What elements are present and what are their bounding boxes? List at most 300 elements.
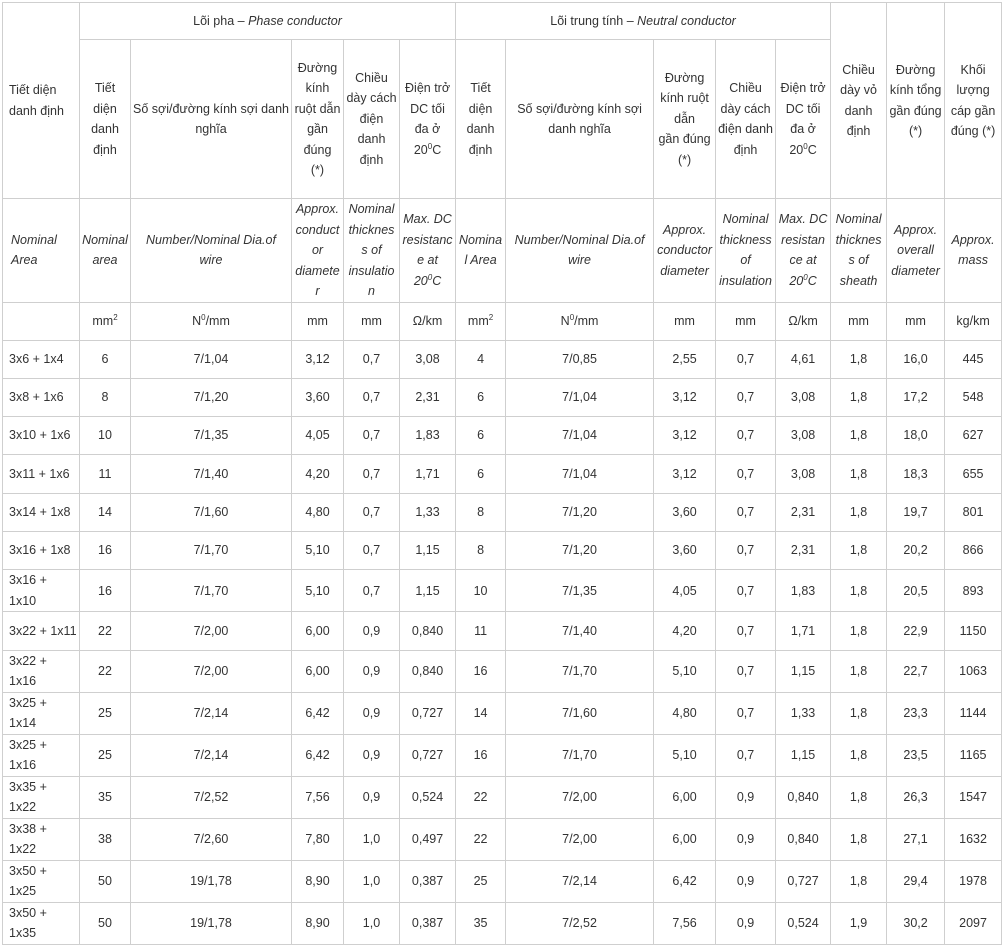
cell-overall: 18,0 — [887, 417, 945, 455]
cell-neutral-res: 4,61 — [776, 340, 831, 378]
unit-phase-area — [80, 302, 131, 340]
cell-neutral-area: 4 — [456, 340, 506, 378]
cell-neutral-area: 11 — [456, 612, 506, 650]
cell-mass: 1150 — [945, 612, 1002, 650]
table-row — [3, 417, 1002, 455]
cell-phase-res: 0,524 — [400, 776, 456, 818]
cell-neutral-res: 0,727 — [776, 860, 831, 902]
cell-phase-wire: 7/2,00 — [131, 650, 292, 692]
cell-phase-ins: 0,7 — [344, 378, 400, 416]
cell-overall: 30,2 — [887, 902, 945, 944]
cell-neutral-ins: 0,7 — [716, 692, 776, 734]
cell-mass: 2097 — [945, 902, 1002, 944]
phase-cond-vi-a: Đường kính ruột dẫn — [294, 60, 341, 116]
cell-phase-area: 38 — [80, 818, 131, 860]
cell-phase-cond: 8,90 — [292, 860, 344, 902]
unit-sheath: mm — [831, 302, 887, 340]
cell-phase-ins: 0,7 — [344, 493, 400, 531]
phase-cond-vi-c: (*) — [310, 163, 325, 177]
cell-neutral-ins: 0,7 — [716, 493, 776, 531]
cell-neutral-area: 22 — [456, 776, 506, 818]
unit-mass: kg/km — [945, 302, 1002, 340]
neutral-cond-vi-a: Đường kính ruột dẫn — [660, 70, 709, 126]
phase-res-vi-b: 20 — [413, 142, 428, 157]
table-data-body — [3, 340, 1002, 944]
cell-neutral-wire: 7/1,20 — [506, 493, 654, 531]
cell-neutral-ins: 0,7 — [716, 455, 776, 493]
cell-neutral-wire: 7/1,04 — [506, 417, 654, 455]
unit-neutral-area — [456, 302, 506, 340]
cell-neutral-res: 2,31 — [776, 493, 831, 531]
cell-neutral-cond: 3,12 — [654, 378, 716, 416]
cell-phase-res: 0,727 — [400, 734, 456, 776]
unit-neutral-cond: mm — [654, 302, 716, 340]
cell-phase-area: 8 — [80, 378, 131, 416]
cell-neutral-area: 8 — [456, 531, 506, 569]
cell-neutral-res: 1,15 — [776, 650, 831, 692]
cell-neutral-area: 6 — [456, 378, 506, 416]
phase-cond-vi — [292, 40, 344, 199]
unit-neutral-area-text: mm — [467, 313, 489, 328]
cell-neutral-area: 22 — [456, 818, 506, 860]
neutral-res-vi-c: C — [807, 142, 817, 157]
cell-phase-res: 3,08 — [400, 340, 456, 378]
phase-area-en: Nominal area — [80, 199, 131, 303]
phase-res-en — [400, 199, 456, 303]
cell-size: 3x35 + 1x22 — [3, 776, 80, 818]
cell-phase-res: 2,31 — [400, 378, 456, 416]
cell-phase-ins: 1,0 — [344, 818, 400, 860]
cell-phase-area: 50 — [80, 902, 131, 944]
cell-phase-ins: 0,9 — [344, 692, 400, 734]
cell-phase-cond: 7,56 — [292, 776, 344, 818]
table-row — [3, 902, 1002, 944]
phase-area-vi: Tiết diện danh định — [80, 40, 131, 199]
cell-phase-res: 1,83 — [400, 417, 456, 455]
cell-phase-res: 1,15 — [400, 570, 456, 612]
cell-neutral-ins: 0,7 — [716, 612, 776, 650]
cell-neutral-area: 6 — [456, 455, 506, 493]
cell-neutral-res: 1,15 — [776, 734, 831, 776]
cell-neutral-wire: 7/1,70 — [506, 734, 654, 776]
cell-neutral-wire: 7/1,04 — [506, 378, 654, 416]
neutral-res-en-a: Max. DC resistance at 20 — [778, 212, 828, 288]
cell-neutral-wire: 7/1,60 — [506, 692, 654, 734]
cell-phase-ins: 0,7 — [344, 455, 400, 493]
cell-phase-res: 0,840 — [400, 650, 456, 692]
cell-phase-wire: 7/2,52 — [131, 776, 292, 818]
cell-phase-res: 1,71 — [400, 455, 456, 493]
cell-neutral-ins: 0,7 — [716, 570, 776, 612]
header-overall-vi: Đường kính tổng gần đúng (*) — [887, 3, 945, 199]
cell-overall: 22,9 — [887, 612, 945, 650]
cell-neutral-cond: 5,10 — [654, 734, 716, 776]
cell-neutral-area: 14 — [456, 692, 506, 734]
cell-neutral-area: 25 — [456, 860, 506, 902]
cell-sheath: 1,8 — [831, 340, 887, 378]
cell-size: 3x6 + 1x4 — [3, 340, 80, 378]
cell-sheath: 1,8 — [831, 860, 887, 902]
cell-neutral-res: 2,31 — [776, 531, 831, 569]
cell-phase-area: 14 — [80, 493, 131, 531]
cell-phase-res: 0,497 — [400, 818, 456, 860]
unit-phase-ins: mm — [344, 302, 400, 340]
cell-mass: 548 — [945, 378, 1002, 416]
unit-phase-cond: mm — [292, 302, 344, 340]
neutral-cond-vi — [654, 40, 716, 199]
header-mass-vi: Khối lượng cáp gần đúng (*) — [945, 3, 1002, 199]
cell-phase-wire: 7/1,70 — [131, 531, 292, 569]
cell-sheath: 1,8 — [831, 493, 887, 531]
cell-neutral-wire: 7/1,35 — [506, 570, 654, 612]
cell-phase-ins: 1,0 — [344, 860, 400, 902]
cell-phase-ins: 1,0 — [344, 902, 400, 944]
table-row — [3, 692, 1002, 734]
cell-neutral-wire: 7/1,04 — [506, 455, 654, 493]
cell-mass: 866 — [945, 531, 1002, 569]
cell-phase-cond: 4,80 — [292, 493, 344, 531]
cell-neutral-wire: 7/0,85 — [506, 340, 654, 378]
cell-phase-cond: 6,42 — [292, 692, 344, 734]
table-row — [3, 455, 1002, 493]
table-row — [3, 570, 1002, 612]
cell-phase-cond: 4,05 — [292, 417, 344, 455]
header-sheath-en: Nominal thickness of sheath — [831, 199, 887, 303]
cell-sheath: 1,8 — [831, 531, 887, 569]
cell-overall: 17,2 — [887, 378, 945, 416]
cell-phase-cond: 5,10 — [292, 531, 344, 569]
cell-phase-ins: 0,9 — [344, 734, 400, 776]
cell-phase-ins: 0,7 — [344, 417, 400, 455]
header-mass-en: Approx. mass — [945, 199, 1002, 303]
cell-neutral-ins: 0,9 — [716, 776, 776, 818]
cell-neutral-wire: 7/2,00 — [506, 776, 654, 818]
unit-phase-area-sup: 2 — [113, 312, 118, 322]
cell-neutral-cond: 4,20 — [654, 612, 716, 650]
cell-phase-res: 0,727 — [400, 692, 456, 734]
cell-phase-area: 10 — [80, 417, 131, 455]
cell-neutral-area: 16 — [456, 650, 506, 692]
header-phase-en: Phase conductor — [248, 13, 342, 28]
header-phase-conductor — [80, 3, 456, 40]
cell-sheath: 1,8 — [831, 378, 887, 416]
cell-neutral-area: 10 — [456, 570, 506, 612]
cell-mass: 801 — [945, 493, 1002, 531]
cell-neutral-res: 1,71 — [776, 612, 831, 650]
cell-neutral-wire: 7/2,52 — [506, 902, 654, 944]
cell-size: 3x50 + 1x25 — [3, 860, 80, 902]
cell-neutral-area: 35 — [456, 902, 506, 944]
cell-overall: 23,3 — [887, 692, 945, 734]
cell-phase-cond: 7,80 — [292, 818, 344, 860]
cell-mass: 627 — [945, 417, 1002, 455]
phase-ins-en: Nominal thickness of insulation — [344, 199, 400, 303]
phase-res-en-a: Max. DC resistance at 20 — [402, 212, 453, 288]
unit-overall: mm — [887, 302, 945, 340]
cell-phase-ins: 0,9 — [344, 776, 400, 818]
table-row — [3, 734, 1002, 776]
cell-sheath: 1,8 — [831, 818, 887, 860]
neutral-cond-vi-b: gần đúng — [658, 132, 711, 147]
cell-phase-cond: 8,90 — [292, 902, 344, 944]
cell-size: 3x25 + 1x16 — [3, 734, 80, 776]
cell-neutral-cond: 6,00 — [654, 776, 716, 818]
cell-neutral-ins: 0,9 — [716, 818, 776, 860]
cell-overall: 22,7 — [887, 650, 945, 692]
neutral-wire-vi: Số sợi/đường kính sợi danh nghĩa — [506, 40, 654, 199]
cell-phase-wire: 19/1,78 — [131, 902, 292, 944]
phase-res-vi-a: Điện trở DC tối đa ở — [405, 81, 451, 136]
neutral-ins-vi: Chiều dày cách điện danh định — [716, 40, 776, 199]
cell-size: 3x16 + 1x8 — [3, 531, 80, 569]
cell-neutral-res: 3,08 — [776, 378, 831, 416]
cell-phase-cond: 3,60 — [292, 378, 344, 416]
unit-neutral-wire-n: N — [560, 313, 570, 328]
cell-overall: 29,4 — [887, 860, 945, 902]
header-sheath-vi: Chiều dày vỏ danh định — [831, 3, 887, 199]
unit-phase-wire-sup: 0 — [201, 312, 206, 322]
cell-phase-area: 16 — [80, 531, 131, 569]
cell-neutral-area: 8 — [456, 493, 506, 531]
cell-neutral-area: 16 — [456, 734, 506, 776]
cell-phase-wire: 19/1,78 — [131, 860, 292, 902]
table-row — [3, 340, 1002, 378]
header-phase-vi: Lõi pha – — [193, 13, 249, 28]
cell-phase-wire: 7/2,60 — [131, 818, 292, 860]
cell-size: 3x8 + 1x6 — [3, 378, 80, 416]
cell-mass: 1978 — [945, 860, 1002, 902]
unit-empty — [3, 302, 80, 340]
header-overall-en: Approx. overall diameter — [887, 199, 945, 303]
cell-sheath: 1,8 — [831, 650, 887, 692]
unit-neutral-wire-mm: /mm — [574, 313, 599, 328]
unit-phase-area-text: mm — [92, 313, 114, 328]
cell-phase-ins: 0,7 — [344, 570, 400, 612]
cell-neutral-ins: 0,7 — [716, 734, 776, 776]
header-neutral-conductor — [456, 3, 831, 40]
phase-cond-vi-b: gần đúng — [303, 122, 332, 157]
neutral-cond-en: Approx. conductor diameter — [654, 199, 716, 303]
header-area-vi: Tiết diện danh định — [3, 3, 80, 199]
cell-phase-res: 1,15 — [400, 531, 456, 569]
cell-neutral-area: 6 — [456, 417, 506, 455]
cell-phase-res: 0,387 — [400, 860, 456, 902]
phase-res-en-c: C — [432, 273, 442, 288]
cell-mass: 1165 — [945, 734, 1002, 776]
cell-neutral-cond: 5,10 — [654, 650, 716, 692]
cell-neutral-wire: 7/2,00 — [506, 818, 654, 860]
cell-neutral-ins: 0,7 — [716, 531, 776, 569]
cell-overall: 27,1 — [887, 818, 945, 860]
cell-neutral-res: 3,08 — [776, 455, 831, 493]
table-row — [3, 776, 1002, 818]
cell-mass: 1632 — [945, 818, 1002, 860]
cell-overall: 16,0 — [887, 340, 945, 378]
cell-mass: 445 — [945, 340, 1002, 378]
cell-neutral-cond: 4,05 — [654, 570, 716, 612]
table-row — [3, 531, 1002, 569]
cell-sheath: 1,8 — [831, 692, 887, 734]
cell-neutral-cond: 2,55 — [654, 340, 716, 378]
cell-mass: 655 — [945, 455, 1002, 493]
phase-cond-en: Approx. conductor diameter — [292, 199, 344, 303]
neutral-area-en: Nominal Area — [456, 199, 506, 303]
phase-res-vi-c: C — [432, 142, 442, 157]
cell-neutral-ins: 0,7 — [716, 650, 776, 692]
cell-mass: 893 — [945, 570, 1002, 612]
header-area-en: Nominal Area — [3, 199, 80, 303]
header-neutral-vi: Lõi trung tính – — [550, 13, 638, 28]
cell-size: 3x38 + 1x22 — [3, 818, 80, 860]
cell-overall: 20,5 — [887, 570, 945, 612]
cell-neutral-ins: 0,7 — [716, 378, 776, 416]
cell-phase-ins: 0,9 — [344, 650, 400, 692]
cell-phase-wire: 7/2,00 — [131, 612, 292, 650]
cell-overall: 19,7 — [887, 493, 945, 531]
cell-phase-cond: 4,20 — [292, 455, 344, 493]
neutral-res-en — [776, 199, 831, 303]
cell-size: 3x16 + 1x10 — [3, 570, 80, 612]
cell-sheath: 1,8 — [831, 455, 887, 493]
table-row — [3, 818, 1002, 860]
table-row — [3, 860, 1002, 902]
cell-phase-area: 16 — [80, 570, 131, 612]
cell-phase-res: 1,33 — [400, 493, 456, 531]
cell-size: 3x22 + 1x11 — [3, 612, 80, 650]
cell-overall: 18,3 — [887, 455, 945, 493]
neutral-res-en-sup: 0 — [803, 272, 808, 282]
cell-phase-wire: 7/1,60 — [131, 493, 292, 531]
phase-res-vi-sup: 0 — [427, 141, 433, 151]
cell-neutral-cond: 6,00 — [654, 818, 716, 860]
cell-phase-cond: 5,10 — [292, 570, 344, 612]
cell-phase-area: 35 — [80, 776, 131, 818]
neutral-cond-vi-c: (*) — [677, 152, 692, 167]
cell-phase-wire: 7/1,35 — [131, 417, 292, 455]
cell-neutral-res: 1,33 — [776, 692, 831, 734]
cell-phase-res: 0,840 — [400, 612, 456, 650]
phase-wire-vi: Số sợi/đường kính sợi danh nghĩa — [131, 40, 292, 199]
phase-res-vi — [400, 40, 456, 199]
cell-neutral-ins: 0,9 — [716, 902, 776, 944]
cell-phase-cond: 6,42 — [292, 734, 344, 776]
cell-neutral-res: 0,524 — [776, 902, 831, 944]
cell-sheath: 1,8 — [831, 612, 887, 650]
table-row — [3, 612, 1002, 650]
cell-neutral-cond: 7,56 — [654, 902, 716, 944]
cell-neutral-ins: 0,9 — [716, 860, 776, 902]
table-row — [3, 650, 1002, 692]
unit-phase-wire-n: N — [192, 313, 202, 328]
cell-phase-wire: 7/1,70 — [131, 570, 292, 612]
cell-neutral-cond: 4,80 — [654, 692, 716, 734]
cell-phase-area: 11 — [80, 455, 131, 493]
cell-phase-area: 6 — [80, 340, 131, 378]
cell-overall: 26,3 — [887, 776, 945, 818]
cell-phase-cond: 6,00 — [292, 650, 344, 692]
cable-spec-table — [2, 2, 1002, 945]
cell-phase-wire: 7/1,40 — [131, 455, 292, 493]
cell-sheath: 1,9 — [831, 902, 887, 944]
cell-neutral-res: 3,08 — [776, 417, 831, 455]
cell-neutral-wire: 7/1,70 — [506, 650, 654, 692]
cell-phase-area: 22 — [80, 650, 131, 692]
phase-wire-en: Number/Nominal Dia.of wire — [131, 199, 292, 303]
cell-phase-ins: 0,7 — [344, 531, 400, 569]
cell-phase-wire: 7/1,04 — [131, 340, 292, 378]
unit-phase-wire-mm: /mm — [205, 313, 230, 328]
cell-phase-cond: 6,00 — [292, 612, 344, 650]
cell-phase-ins: 0,9 — [344, 612, 400, 650]
cell-neutral-res: 1,83 — [776, 570, 831, 612]
unit-phase-wire — [131, 302, 292, 340]
cell-size: 3x25 + 1x14 — [3, 692, 80, 734]
table-row — [3, 378, 1002, 416]
unit-neutral-ins: mm — [716, 302, 776, 340]
cell-mass: 1144 — [945, 692, 1002, 734]
cell-sheath: 1,8 — [831, 417, 887, 455]
cell-size: 3x10 + 1x6 — [3, 417, 80, 455]
cell-mass: 1063 — [945, 650, 1002, 692]
phase-res-en-sup: 0 — [427, 272, 433, 282]
cell-phase-area: 22 — [80, 612, 131, 650]
cell-phase-wire: 7/2,14 — [131, 734, 292, 776]
cell-overall: 23,5 — [887, 734, 945, 776]
table-row — [3, 493, 1002, 531]
cell-mass: 1547 — [945, 776, 1002, 818]
cell-sheath: 1,8 — [831, 570, 887, 612]
unit-neutral-wire — [506, 302, 654, 340]
cell-phase-area: 50 — [80, 860, 131, 902]
cell-phase-cond: 3,12 — [292, 340, 344, 378]
cell-size: 3x11 + 1x6 — [3, 455, 80, 493]
unit-neutral-res: Ω/km — [776, 302, 831, 340]
cell-phase-wire: 7/1,20 — [131, 378, 292, 416]
cell-neutral-cond: 3,12 — [654, 455, 716, 493]
phase-ins-vi: Chiều dày cách điện danh định — [344, 40, 400, 199]
cell-sheath: 1,8 — [831, 776, 887, 818]
cell-neutral-wire: 7/1,40 — [506, 612, 654, 650]
cell-neutral-ins: 0,7 — [716, 417, 776, 455]
neutral-res-vi-b: 20 — [789, 142, 804, 157]
cell-size: 3x14 + 1x8 — [3, 493, 80, 531]
cell-neutral-res: 0,840 — [776, 776, 831, 818]
unit-neutral-wire-sup: 0 — [569, 312, 575, 322]
header-neutral-en: Neutral conductor — [637, 13, 736, 28]
unit-phase-res: Ω/km — [400, 302, 456, 340]
cell-neutral-cond: 6,42 — [654, 860, 716, 902]
cell-size: 3x22 + 1x16 — [3, 650, 80, 692]
neutral-ins-en: Nominal thickness of insulation — [716, 199, 776, 303]
cell-phase-res: 0,387 — [400, 902, 456, 944]
neutral-res-vi-a: Điện trở DC tối đa ở — [780, 81, 826, 136]
cell-neutral-cond: 3,12 — [654, 417, 716, 455]
neutral-res-vi-sup: 0 — [803, 141, 808, 151]
cell-neutral-cond: 3,60 — [654, 531, 716, 569]
neutral-res-vi — [776, 40, 831, 199]
cell-neutral-cond: 3,60 — [654, 493, 716, 531]
cell-size: 3x50 + 1x35 — [3, 902, 80, 944]
unit-neutral-area-sup: 2 — [488, 312, 494, 322]
cell-overall: 20,2 — [887, 531, 945, 569]
cell-phase-wire: 7/2,14 — [131, 692, 292, 734]
cell-sheath: 1,8 — [831, 734, 887, 776]
cell-neutral-wire: 7/2,14 — [506, 860, 654, 902]
neutral-wire-en: Number/Nominal Dia.of wire — [506, 199, 654, 303]
cell-phase-area: 25 — [80, 734, 131, 776]
cell-neutral-ins: 0,7 — [716, 340, 776, 378]
cell-phase-area: 25 — [80, 692, 131, 734]
